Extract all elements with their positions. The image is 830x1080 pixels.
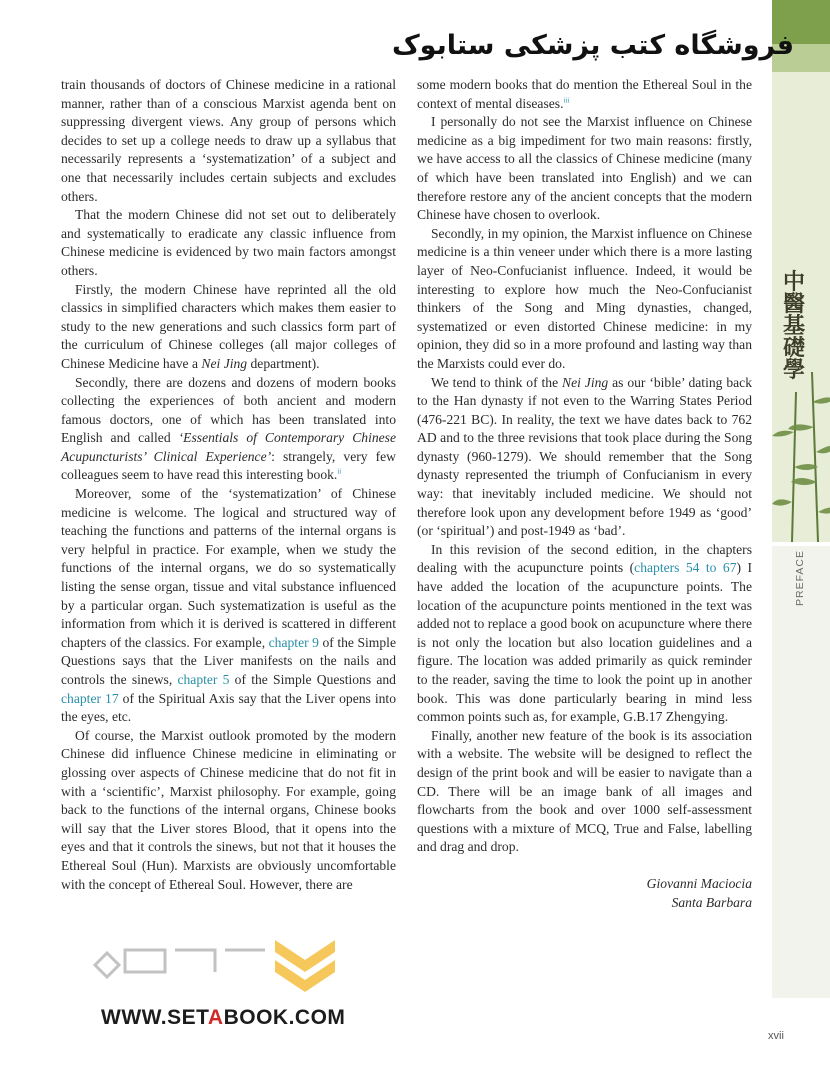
url-part: WWW.SET [101, 1006, 208, 1029]
text-run: some modern books that do mention the Ethereal Soul in the context of mental diseases. [417, 77, 752, 111]
text-run: as our ‘bible’ dating back to the Han dynasty if not even to the Warring States Period (476-221 BC). In reality, the text we have dates back to 762 AD and to the three revisions that took place during the Song dynasty (960-1279). We should remember that the Song dynasty represented the triumph of Confucianism in every way: that inevitably included medicine. We should not therefore look upon any development before 1949 as ‘good’ (or ‘spiritual’) and post-1949 as ‘bad’. [417, 374, 752, 539]
paragraph [61, 374, 396, 486]
text-run: : strangely, very few colleagues seem to have read this interesting book. [61, 448, 396, 483]
author-signature: Giovanni Maciocia [646, 875, 752, 891]
chapter-link[interactable]: chapter 17 [61, 690, 119, 706]
chinese-title-vertical: 中醫基礎學 [782, 270, 805, 383]
paragraph: Of course, the Marxist outlook promoted by the modern Chinese did influence Chinese medicine in eliminating or glossing over aspects of Chinese medicine that do not fit in with a ‘scientific’, Marxist philosophy. For example, going back to the functions of the internal organs, Chinese books will say that the Liver stores Blood, that it opens into the eyes and that it controls the sinews, but not that it houses the Ethereal Soul (Hun). Marxists are obviously uncomfortable with the concept of Ethereal Soul. However, there are [61, 727, 396, 892]
left-column [61, 76, 396, 894]
text-run: department). [247, 355, 320, 371]
text-run: of the Simple Questions says that the Liver manifests on the nails and controls the sinews, [61, 634, 396, 687]
book-title: Nei Jing [562, 374, 609, 390]
paragraph [417, 76, 752, 113]
endnote-ref[interactable]: iii [563, 96, 570, 105]
text-run: of the Simple Questions and [229, 672, 396, 687]
paragraph: That the modern Chinese did not set out to deliberately and systematically to eradicate any classic influence from Chinese medicine is evidenced by two main factors amongst others. [61, 207, 396, 278]
text-run: of the Spiritual Axis say that the Liver opens into the eyes, etc. [61, 690, 396, 725]
watermark-url [101, 1006, 345, 1030]
paragraph [417, 541, 752, 727]
book-title: Nei Jing [201, 355, 248, 371]
book-title: ‘Essentials of Contemporary Chinese Acupuncturists’ Clinical Experience’ [61, 430, 397, 464]
text-run: We tend to think of the [431, 374, 563, 390]
right-column [417, 76, 752, 912]
section-label-text: PREFACE [794, 549, 806, 606]
paragraph: train thousands of doctors of Chinese medicine in a rational manner, rather than of a conscious Marxist agenda bent on suppressing divergent views. Any group of persons which decides to set up a college needs to draw up a syllabus that necessarily represents a ‘systematization’ of a subject and one that necessarily includes certain subjects and excludes others. [61, 77, 396, 204]
paragraph: Secondly, in my opinion, the Marxist influence on Chinese medicine is a thin veneer under which there is a more lasting layer of Neo-Confucianist influence. Indeed, it would be interesting to explore how much the Neo-Confucianist thinkers of the Song and Ming dynasties, changed, systematized or even distorted Chinese medicine: in my opinion, they did so in a more profound and lasting way than the Marxists could ever do. [417, 225, 752, 371]
page-number: xvii [768, 1030, 784, 1042]
paragraph: I personally do not see the Marxist influence on Chinese medicine as a big impediment for two main reasons: firstly, we have access to all the classics of Chinese medicine (many of which have been translated into English) and we can therefore restore any of the ancient concepts that the modern Chinese have chosen to overlook. [417, 114, 752, 223]
url-part: A [207, 1006, 224, 1029]
endnote-ref[interactable]: ii [337, 467, 342, 476]
text-run: Firstly, the modern Chinese have reprinted all the old classics in simplified characters which makes them easier to study to the new generations and such classics form part of the curriculum of Chinese colleges (all major colleges of Chinese Medicine have a [61, 281, 396, 371]
paragraph [61, 485, 396, 727]
side-tab-lower-panel [772, 544, 830, 998]
url-part: BOOK.COM [223, 1006, 346, 1029]
section-label [772, 549, 812, 610]
text-run: In this revision of the second edition, in the chapters dealing with the acupuncture points ( [417, 541, 752, 576]
watermark-logo [85, 930, 355, 1005]
paragraph [61, 281, 396, 374]
paragraph [417, 374, 752, 541]
text-run: Moreover, some of the ‘systematization’ of Chinese medicine is welcome. The logical and structured way of teaching the functions and patterns of the internal organs is very helpful in practice. For example, when we study the functions of the internal organs, we do so systematically listing the sense organ, tissue and vital substance influenced by a particular organ. Such systematization is useful as the information from which it is derived is scattered in different chapters of the classics. For example, [61, 486, 396, 650]
chapter-link[interactable]: chapter 9 [268, 634, 319, 650]
text-run: Secondly, there are dozens and dozens of modern books collecting the experiences of both ancient and modern famous doctors, one of which has been translated into English and called [61, 374, 396, 446]
chapter-link[interactable]: chapters 54 to 67 [634, 560, 737, 576]
text-run: ) I have added the location of the acupuncture points. The location of the acupuncture points mentioned in the text was added not to replace a good book on acupuncture where there is not only the location but also location guidelines and a figure. The location was added primarily as quick reminder to the reader, saving the time to look the point up in another book. This was done particularly bearing in mind less common points such as, for example, G.B.17 Zhengying. [417, 560, 753, 725]
paragraph: Finally, another new feature of the book is its association with a website. The website will be designed to reflect the design of the print book and will be easier to navigate than a CD. There will be an image bank of all images and flowcharts from the book and over 1000 self-assessment questions with a mixture of MCQ, True and False, labelling and drag and drop. [417, 727, 752, 855]
author-location: Santa Barbara [671, 894, 752, 910]
store-banner: فروشگاه کتب پزشکی ستابوک [392, 30, 795, 61]
chapter-link[interactable]: chapter 5 [177, 672, 230, 687]
